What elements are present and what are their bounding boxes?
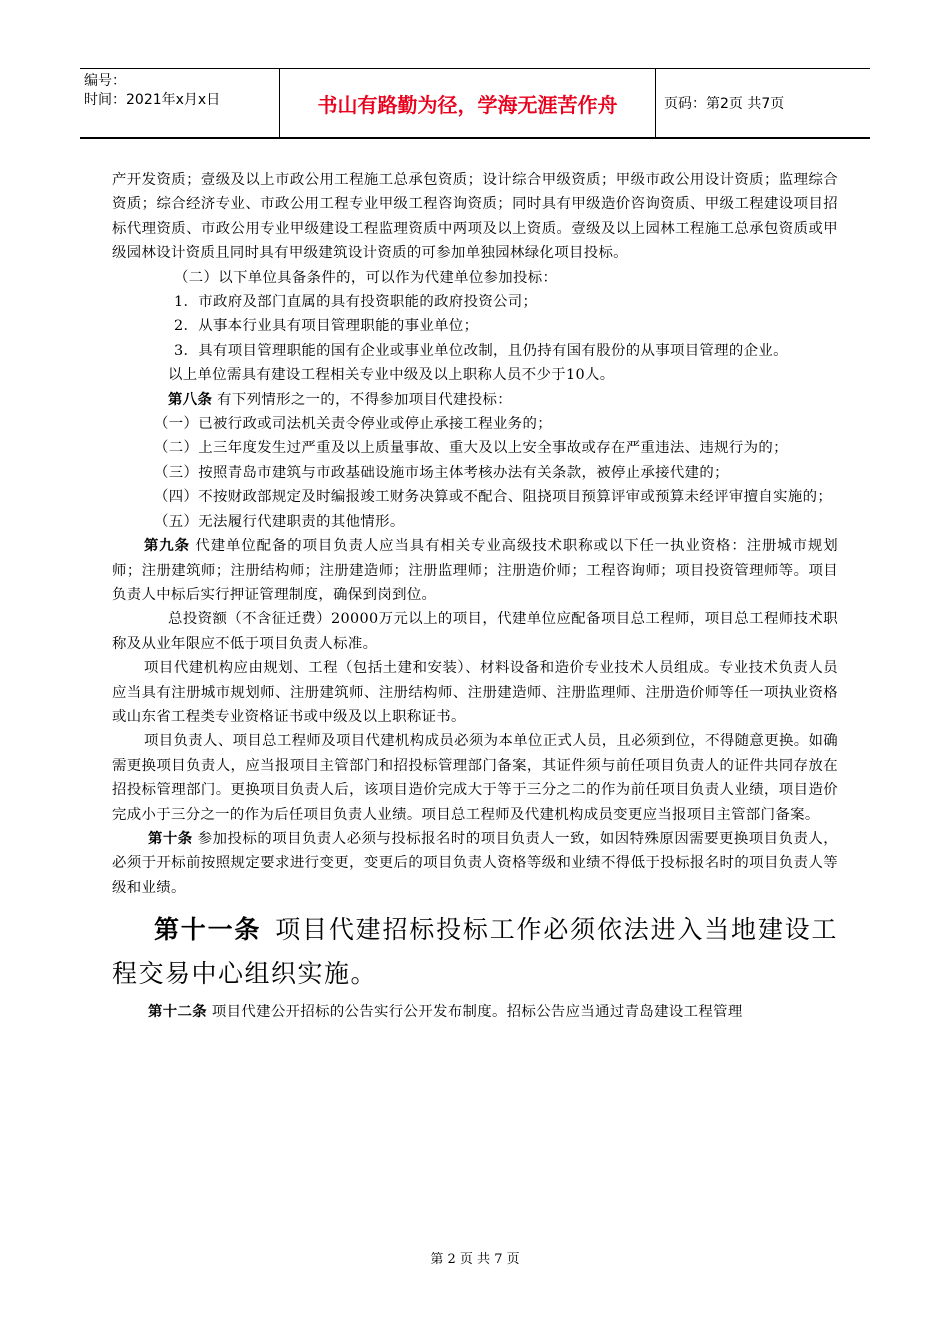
list-item: （二）上三年度发生过严重及以上质量事故、重大及以上安全事故或存在严重违法、违规行为的； [154,440,788,457]
list-item: （一）已被行政或司法机关责令停业或停止承接工程业务的； [154,416,552,433]
page-header [80,68,870,139]
article-label: 第十一条 [154,915,262,945]
list-item: 2．从事本行业具有项目管理职能的事业单位； [174,318,479,335]
article-label: 第八条 [168,390,213,408]
article-9 [112,534,838,607]
article-text: 项目代建招标投标工作必须依法进入当地建设工程交易中心组织实施。 [112,915,838,989]
list-item: （四）不按财政部规定及时编报竣工财务决算或不配合、阻挠项目预算评审或预算未经评审擅自实施的； [154,489,833,506]
page-footer: 第 2 页 共 7 页 [430,1252,520,1267]
article-12 [112,1000,838,1024]
serial-label: 编号： [84,73,126,89]
header-page-label: 页码：第2页 共7页 [664,96,785,112]
list-item: 1．市政府及部门直属的具有投资职能的政府投资公司； [174,294,538,311]
header-meta [80,69,280,137]
article-text: 代建单位配备的项目负责人应当具有相关专业高级技术职称或以下任一执业资格：注册城市规划师；注册建筑师；注册结构师；注册建造师；注册监理师；注册造价师；工程咨询师；项目投资管理师等。项目负责人中标后实行押证管理制度，确保到岗到位。 [112,538,838,603]
list-item: （三）按照青岛市建筑与市政基础设施市场主体考核办法有关条款，被停止承接代建的； [154,464,729,481]
article-10 [112,827,838,900]
document-body [112,168,838,1025]
article-label: 第十条 [148,829,193,847]
paragraph: 总投资额（不含征迁费）20000万元以上的项目，代建单位应配备项目总工程师，项目总工程师技术职称及从业年限应不低于项目负责人标准。 [112,611,838,652]
article-text: 参加投标的项目负责人必须与投标报名时的项目负责人一致，如因特殊原因需要更换项目负责人，必须于开标前按照规定要求进行变更，变更后的项目负责人资格等级和业绩不得低于投标报名时的项目负责人等级和业绩。 [112,830,838,896]
paragraph: （二）以下单位具备条件的，可以作为代建单位参加投标： [174,269,558,286]
article-8 [112,388,838,412]
paragraph: 产开发资质；壹级及以上市政公用工程施工总承包资质；设计综合甲级资质；甲级市政公用设计资质；监理综合资质；综合经济专业、市政公用工程专业甲级工程咨询资质；同时具有甲级造价咨询资质、甲级工程建设项目招标代理资质、市政公用专业甲级建设工程监理资质中两项及以上资质。壹级及以上园林工程施工总承包资质或甲级园林设计资质且同时具有甲级建筑设计资质的可参加单独园林绿化项目投标。 [112,172,838,262]
article-label: 第九条 [144,537,190,555]
paragraph: 项目代建机构应由规划、工程（包括土建和安装）、材料设备和造价专业技术人员组成。专业技术负责人员应当具有注册城市规划师、注册建筑师、注册结构师、注册建造师、注册监理师、注册造价师等任一项执业资格或山东省工程类专业资格证书或中级及以上职称证书。 [112,660,838,725]
article-text: 项目代建公开招标的公告实行公开发布制度。招标公告应当通过青岛建设工程管理 [206,1004,743,1021]
paragraph: 项目负责人、项目总工程师及项目代建机构成员必须为本单位正式人员，且必须到位，不得随意更换。如确需更换项目负责人，应当报项目主管部门和招投标管理部门备案，其证件须与前任项目负责人的证件共同存放在招投标管理部门。更换项目负责人后，该项目造价完成大于等于三分之二的作为前任项目负责人业绩，项目造价完成小于三分之一的作为后任项目负责人业绩。项目总工程师及代建机构成员变更应当报项目主管部门备案。 [112,733,838,823]
list-item: 3．具有项目管理职能的国有企业或事业单位改制，且仍持有国有股份的从事项目管理的企业。 [174,342,788,359]
article-11 [112,908,838,996]
paragraph: 以上单位需具有建设工程相关专业中级及以上职称人员不少于10人。 [168,367,615,384]
date-label: 时间：2021年x月x日 [84,92,221,108]
list-item: （五）无法履行代建职责的其他情形。 [154,513,405,530]
article-label: 第十二条 [148,1003,207,1021]
article-text: 有下列情形之一的，不得参加项目代建投标： [212,391,512,408]
header-motto: 书山有路勤为径，学海无涯苦作舟 [280,69,656,137]
